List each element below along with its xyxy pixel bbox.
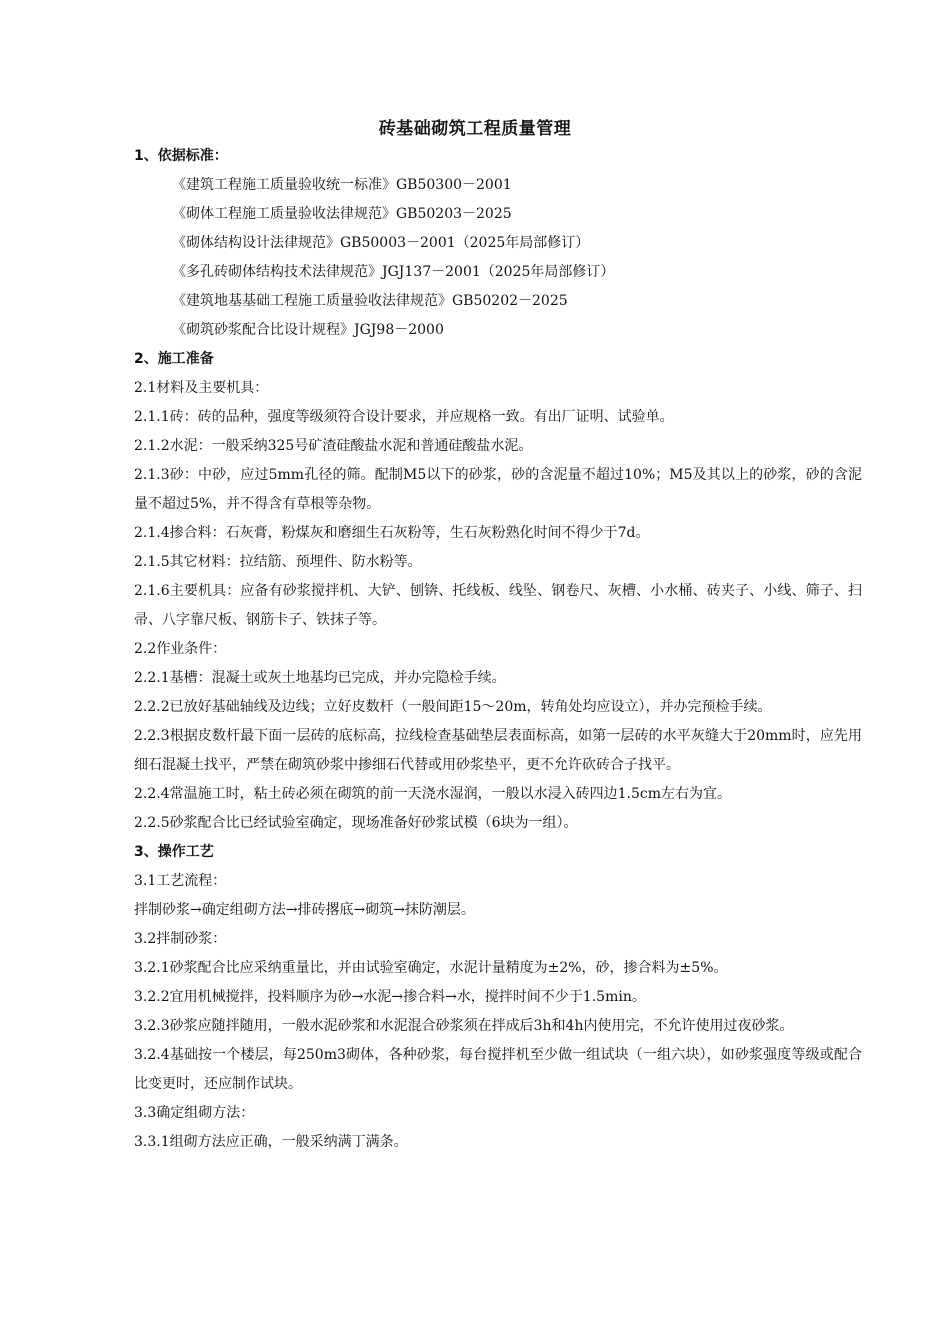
paragraph: 3.2.3砂浆应随拌随用，一般水泥砂浆和水泥混合砂浆须在拌成后3h和4h内使用完，不允许使用过夜砂浆。 <box>134 1018 794 1034</box>
standard-item: 《建筑工程施工质量验收统一标准》GB50300－2001 <box>172 177 512 193</box>
paragraph: 2.2.1基槽：混凝土或灰土地基均已完成，并办完隐检手续。 <box>134 670 506 686</box>
standard-item: 《建筑地基基础工程施工质量验收法律规范》GB50202－2025 <box>172 293 568 309</box>
paragraph: 3.2拌制砂浆： <box>134 931 227 947</box>
paragraph: 2.2.4常温施工时，粘土砖必须在砌筑的前一天浇水湿润，一般以水浸入砖四边1.5cm左右为宜。 <box>134 786 732 802</box>
paragraph: 2.1.5其它材料：拉结筋、预埋件、防水粉等。 <box>134 554 422 570</box>
section-heading-3: 3、操作工艺 <box>134 844 214 860</box>
section-heading-2: 2、施工准备 <box>134 351 214 367</box>
paragraph: 3.3确定组砌方法： <box>134 1105 255 1121</box>
standard-item: 《砌体工程施工质量验收法律规范》GB50203－2025 <box>172 206 512 222</box>
paragraph: 3.2.4基础按一个楼层，每250m3砌体，各种砂浆，每台搅拌机至少做一组试块（一组六块），如砂浆强度等级或配合比变更时，还应制作试块。 <box>134 1047 862 1092</box>
paragraph: 2.2.5砂浆配合比已经试验室确定，现场准备好砂浆试模（6块为一组）。 <box>134 815 578 831</box>
paragraph: 2.1.6主要机具：应备有砂浆搅拌机、大铲、刨锛、托线板、线坠、钢卷尺、灰槽、小水桶、砖夹子、小线、筛子、扫帚、八字靠尺板、钢筋卡子、铁抹子等。 <box>134 583 862 628</box>
section-heading-1: 1、依据标准： <box>134 148 228 164</box>
paragraph: 3.2.2宜用机械搅拌，投料顺序为砂→水泥→掺合料→水，搅拌时间不少于1.5min。 <box>134 989 646 1005</box>
standard-item: 《砌体结构设计法律规范》GB50003－2001（2025年局部修订） <box>172 235 590 251</box>
paragraph: 2.2作业条件： <box>134 641 227 657</box>
standard-item: 《砌筑砂浆配合比设计规程》JGJ98－2000 <box>172 322 444 338</box>
paragraph: 拌制砂浆→确定组砌方法→排砖撂底→砌筑→抹防潮层。 <box>134 902 475 918</box>
paragraph: 2.1.1砖：砖的品种，强度等级须符合设计要求，并应规格一致。有出厂证明、试验单。 <box>134 409 674 425</box>
paragraph: 2.1.3砂：中砂，应过5mm孔径的筛。配制M5以下的砂浆，砂的含泥量不超过10%；M5及其以上的砂浆，砂的含泥量不超过5%，并不得含有草根等杂物。 <box>134 467 862 512</box>
paragraph: 2.1材料及主要机具： <box>134 380 269 396</box>
paragraph: 3.3.1组砌方法应正确，一般采纳满丁满条。 <box>134 1134 408 1150</box>
paragraph: 3.2.1砂浆配合比应采纳重量比，并由试验室确定，水泥计量精度为±2%，砂，掺合料为±5%。 <box>134 960 728 976</box>
document-body <box>134 142 862 1157</box>
paragraph: 2.2.2已放好基础轴线及边线；立好皮数杆（一般间距15～20m，转角处均应设立），并办完预检手续。 <box>134 699 772 715</box>
standard-item: 《多孔砖砌体结构技术法律规范》JGJ137－2001（2025年局部修订） <box>172 264 615 280</box>
paragraph: 2.2.3根据皮数杆最下面一层砖的底标高，拉线检查基础垫层表面标高，如第一层砖的水平灰缝大于20mm时，应先用细石混凝土找平，严禁在砌筑砂浆中掺细石代替或用砂浆垫平，更不允许砍砖合子找平。 <box>134 728 862 773</box>
paragraph: 3.1工艺流程： <box>134 873 227 889</box>
paragraph: 2.1.2水泥：一般采纳325号矿渣硅酸盐水泥和普通硅酸盐水泥。 <box>134 438 533 454</box>
paragraph: 2.1.4掺合料：石灰膏，粉煤灰和磨细生石灰粉等，生石灰粉熟化时间不得少于7d。 <box>134 525 650 541</box>
document-title: 砖基础砌筑工程质量管理 <box>378 119 572 139</box>
